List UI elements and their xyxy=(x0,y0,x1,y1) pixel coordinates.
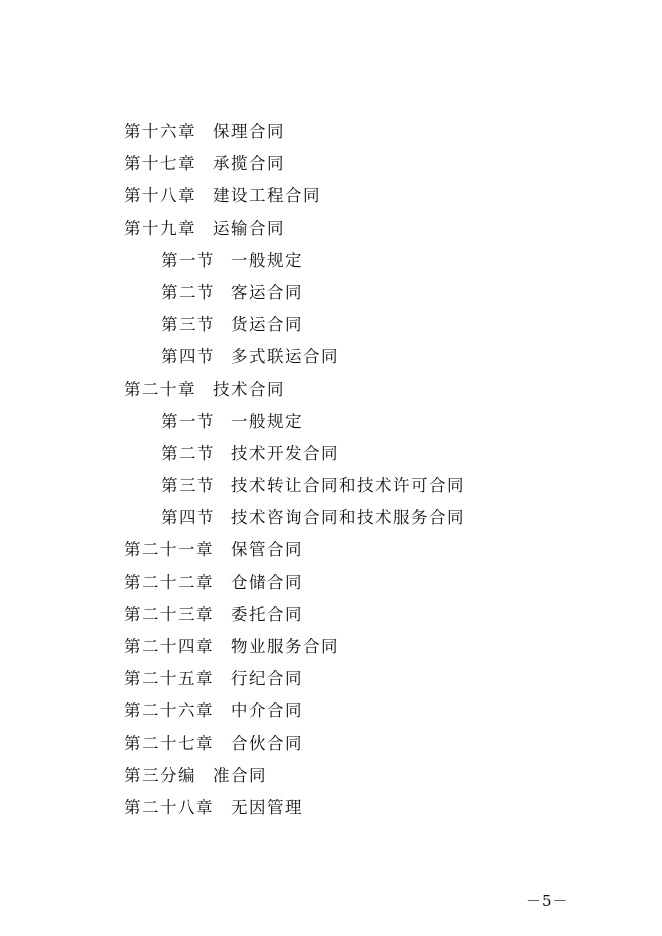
toc-entry-subpart-3 xyxy=(0,760,662,792)
toc-entry-section xyxy=(0,470,662,502)
entry-title: 无因管理 xyxy=(231,797,303,817)
entry-number: 第四节 xyxy=(161,508,215,528)
toc-entry-chapter-17 xyxy=(0,148,662,180)
entry-number: 第二十七章 xyxy=(124,733,214,753)
entry-title: 保理合同 xyxy=(213,122,285,141)
toc-entry-section xyxy=(0,341,662,373)
entry-title: 承揽合同 xyxy=(213,154,285,174)
entry-title: 物业服务合同 xyxy=(231,637,339,656)
toc-entry-chapter-28 xyxy=(0,792,662,824)
entry-title: 运输合同 xyxy=(213,218,285,238)
toc-entry-chapter-23 xyxy=(0,599,662,631)
entry-number: 第三节 xyxy=(161,315,215,335)
entry-number: 第一节 xyxy=(161,411,215,431)
entry-title: 多式联运合同 xyxy=(231,347,339,367)
entry-title: 建设工程合同 xyxy=(213,186,321,206)
entry-title: 仓储合同 xyxy=(231,572,303,592)
toc-entry-chapter-22 xyxy=(0,567,662,599)
toc-entry-section xyxy=(0,438,662,470)
entry-number: 第二十六章 xyxy=(124,701,214,721)
page-number: －5－ xyxy=(526,892,569,910)
entry-title: 合伙合同 xyxy=(231,733,303,753)
entry-title: 客运合同 xyxy=(231,282,303,302)
entry-number: 第二节 xyxy=(161,282,215,302)
toc-entry-section xyxy=(0,406,662,438)
entry-number: 第二节 xyxy=(161,443,215,463)
entry-number: 第十七章 xyxy=(124,154,196,174)
toc-entry-chapter-26 xyxy=(0,695,662,727)
entry-number: 第二十八章 xyxy=(124,797,214,817)
toc-entry-chapter-19 xyxy=(0,213,662,245)
entry-number: 第二十五章 xyxy=(124,669,214,689)
entry-number: 第十九章 xyxy=(124,218,196,238)
entry-title: 技术开发合同 xyxy=(231,443,339,463)
toc-entry-section xyxy=(0,245,662,277)
toc-entry-chapter-16 xyxy=(0,116,662,148)
entry-title: 技术合同 xyxy=(213,379,285,399)
toc-entry-chapter-18 xyxy=(0,180,662,212)
entry-number: 第二十章 xyxy=(124,379,196,399)
entry-number: 第二十二章 xyxy=(124,572,214,592)
toc-entry-chapter-25 xyxy=(0,663,662,695)
entry-title: 保管合同 xyxy=(231,540,303,560)
entry-number: 第四节 xyxy=(161,347,215,367)
entry-number: 第三节 xyxy=(161,476,215,496)
toc-entry-chapter-27 xyxy=(0,728,662,760)
entry-title: 一般规定 xyxy=(231,250,303,270)
toc-entry-section xyxy=(0,309,662,341)
entry-title: 技术转让合同和技术许可合同 xyxy=(231,476,465,496)
toc-entry-chapter-20 xyxy=(0,374,662,406)
entry-number: 第一节 xyxy=(161,250,215,270)
entry-number: 第二十三章 xyxy=(124,604,214,624)
entry-title: 一般规定 xyxy=(231,411,303,431)
entry-title: 委托合同 xyxy=(231,604,303,624)
table-of-contents xyxy=(0,116,662,824)
entry-title: 技术咨询合同和技术服务合同 xyxy=(231,508,465,528)
toc-entry-chapter-24 xyxy=(0,631,662,663)
entry-title: 行纪合同 xyxy=(231,669,303,689)
entry-title: 货运合同 xyxy=(231,315,303,335)
entry-number: 第二十一章 xyxy=(124,540,214,560)
entry-number: 第二十四章 xyxy=(124,637,214,656)
entry-number: 第十八章 xyxy=(124,186,196,206)
entry-number: 第十六章 xyxy=(124,122,196,141)
entry-title: 准合同 xyxy=(213,765,267,785)
toc-entry-section xyxy=(0,277,662,309)
entry-number: 第三分编 xyxy=(124,765,196,785)
toc-entry-section xyxy=(0,502,662,534)
entry-title: 中介合同 xyxy=(231,701,303,721)
toc-entry-chapter-21 xyxy=(0,534,662,566)
